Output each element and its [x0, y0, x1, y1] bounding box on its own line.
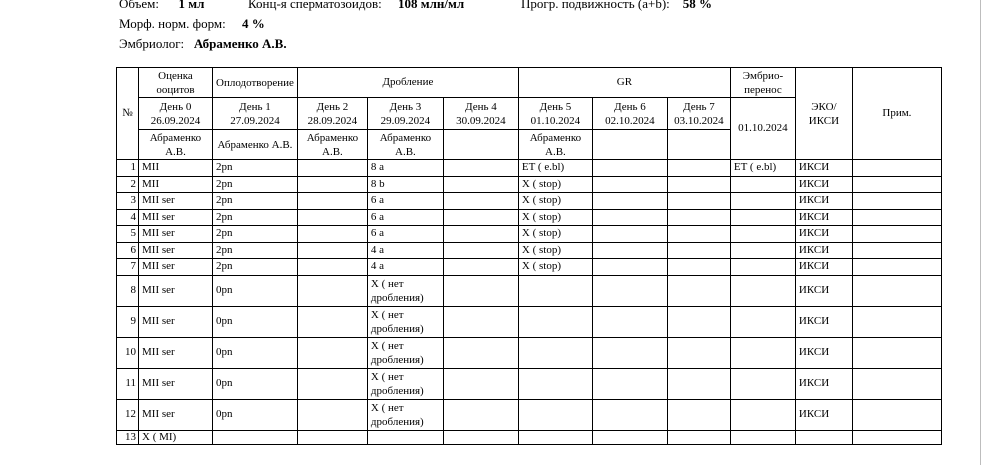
- transfer-cell: ET ( e.bl): [730, 160, 795, 177]
- day4-cell: [443, 176, 518, 193]
- motility-label: Прогр. подвижность (a+b):: [521, 0, 670, 11]
- row-num: 3: [117, 193, 139, 210]
- day5-cell: X ( stop): [518, 193, 592, 210]
- oocyte-cell: MII ser: [139, 209, 213, 226]
- row-num: 9: [117, 306, 139, 337]
- day6-cell: [592, 430, 667, 444]
- fertilization-cell: 0pn: [213, 306, 298, 337]
- day2-cell: [297, 242, 367, 259]
- row-num: 13: [117, 430, 139, 444]
- day4-cell: [443, 337, 518, 368]
- day6-cell: [592, 242, 667, 259]
- oocyte-cell: MII: [139, 176, 213, 193]
- embryologist-value: Абраменко А.В.: [193, 36, 287, 51]
- note-cell: [852, 259, 941, 276]
- transfer-cell: [730, 193, 795, 210]
- day3-cell: X ( нет дробления): [367, 275, 443, 306]
- day3-cell: 8 a: [367, 160, 443, 177]
- note-cell: [852, 368, 941, 399]
- note-cell: [852, 160, 941, 177]
- day2-cell: [297, 337, 367, 368]
- eko-cell: ИКСИ: [795, 226, 852, 243]
- embryologist-day0: Абраменко А.В.: [139, 130, 213, 160]
- oocyte-cell: MII ser: [139, 275, 213, 306]
- day2-cell: [297, 368, 367, 399]
- eko-cell: ИКСИ: [795, 368, 852, 399]
- table-row: [117, 160, 942, 177]
- note-cell: [852, 275, 941, 306]
- transfer-cell: [730, 368, 795, 399]
- day7-cell: [667, 306, 730, 337]
- fertilization-cell: 0pn: [213, 399, 298, 430]
- table-row: [117, 306, 942, 337]
- day3-cell: 4 a: [367, 259, 443, 276]
- day3-cell: 8 b: [367, 176, 443, 193]
- day2-cell: [297, 160, 367, 177]
- note-cell: [852, 176, 941, 193]
- transfer-cell: [730, 399, 795, 430]
- oocyte-cell: MII: [139, 160, 213, 177]
- day6-cell: [592, 306, 667, 337]
- embryologist-line: [119, 36, 287, 51]
- volume-line: [119, 0, 204, 11]
- day5-cell: [518, 306, 592, 337]
- note-cell: [852, 306, 941, 337]
- table-row: [117, 259, 942, 276]
- day6-header: День 6 02.10.2024: [592, 98, 667, 130]
- day2-cell: [297, 259, 367, 276]
- table-row: [117, 226, 942, 243]
- day2-cell: [297, 275, 367, 306]
- concentration-label: Конц-я сперматозоидов:: [248, 0, 382, 11]
- day5-cell: [518, 275, 592, 306]
- fertilization-cell: 0pn: [213, 368, 298, 399]
- day2-cell: [297, 399, 367, 430]
- row-num: 4: [117, 209, 139, 226]
- day2-cell: [297, 226, 367, 243]
- table-row: [117, 275, 942, 306]
- oocyte-cell: MII ser: [139, 399, 213, 430]
- morph-line: [119, 16, 265, 31]
- day2-cell: [297, 176, 367, 193]
- transfer-cell: [730, 275, 795, 306]
- eko-cell: ИКСИ: [795, 176, 852, 193]
- day7-cell: [667, 275, 730, 306]
- day2-cell: [297, 193, 367, 210]
- transfer-cell: [730, 259, 795, 276]
- embryo-table: [116, 67, 942, 445]
- volume-value: 1 мл: [178, 0, 205, 11]
- cleavage-header: Дробление: [297, 68, 518, 98]
- transfer-cell: [730, 209, 795, 226]
- oocyte-header: Оценка ооцитов: [139, 68, 213, 98]
- embryologist-day1: Абраменко А.В.: [213, 130, 298, 160]
- concentration-line: [248, 0, 464, 11]
- oocyte-cell: MII ser: [139, 306, 213, 337]
- note-cell: [852, 337, 941, 368]
- eko-cell: ИКСИ: [795, 193, 852, 210]
- day4-cell: [443, 193, 518, 210]
- transfer-date: 01.10.2024: [730, 98, 795, 160]
- transfer-cell: [730, 430, 795, 444]
- day5-header: День 5 01.10.2024: [518, 98, 592, 130]
- day6-cell: [592, 399, 667, 430]
- volume-label: Объем:: [119, 0, 160, 11]
- day7-cell: [667, 176, 730, 193]
- embryologist-day3: Абраменко А.В.: [367, 130, 443, 160]
- row-num: 7: [117, 259, 139, 276]
- day4-header: День 4 30.09.2024: [443, 98, 518, 130]
- row-num: 2: [117, 176, 139, 193]
- embryologist-day6: [592, 130, 667, 160]
- note-header: Прим.: [852, 68, 941, 160]
- day7-header: День 7 03.10.2024: [667, 98, 730, 130]
- morph-label: Морф. норм. форм:: [119, 16, 226, 31]
- eko-header: ЭКО/ ИКСИ: [795, 68, 852, 160]
- fertilization-cell: 2pn: [213, 259, 298, 276]
- day3-cell: 6 a: [367, 209, 443, 226]
- gr-header: GR: [518, 68, 730, 98]
- oocyte-cell: MII ser: [139, 259, 213, 276]
- day5-cell: [518, 430, 592, 444]
- fertilization-cell: 2pn: [213, 193, 298, 210]
- day4-cell: [443, 209, 518, 226]
- day7-cell: [667, 226, 730, 243]
- day5-cell: X ( stop): [518, 242, 592, 259]
- day3-header: День 3 29.09.2024: [367, 98, 443, 130]
- oocyte-cell: MII ser: [139, 226, 213, 243]
- day5-cell: X ( stop): [518, 259, 592, 276]
- fertilization-header: Оплодотворение: [213, 68, 298, 98]
- day4-cell: [443, 160, 518, 177]
- row-num: 12: [117, 399, 139, 430]
- day5-cell: X ( stop): [518, 226, 592, 243]
- day7-cell: [667, 337, 730, 368]
- fertilization-cell: 2pn: [213, 226, 298, 243]
- row-num: 6: [117, 242, 139, 259]
- day6-cell: [592, 368, 667, 399]
- transfer-header: Эмбрио-перенос: [730, 68, 795, 98]
- day6-cell: [592, 337, 667, 368]
- day5-cell: ET ( e.bl): [518, 160, 592, 177]
- day6-cell: [592, 160, 667, 177]
- concentration-value: 108 млн/мл: [398, 0, 465, 11]
- eko-cell: ИКСИ: [795, 259, 852, 276]
- row-num: 5: [117, 226, 139, 243]
- fertilization-cell: 2pn: [213, 160, 298, 177]
- morph-value: 4 %: [241, 16, 265, 31]
- embryologist-day2: Абраменко А.В.: [297, 130, 367, 160]
- day6-cell: [592, 209, 667, 226]
- table-row: [117, 399, 942, 430]
- embryologist-label: Эмбриолог:: [119, 36, 185, 51]
- note-cell: [852, 193, 941, 210]
- motility-line: [521, 0, 712, 11]
- day2-cell: [297, 306, 367, 337]
- day2-cell: [297, 209, 367, 226]
- table-row: [117, 430, 942, 444]
- transfer-cell: [730, 226, 795, 243]
- day7-cell: [667, 368, 730, 399]
- day7-cell: [667, 242, 730, 259]
- note-cell: [852, 242, 941, 259]
- eko-cell: ИКСИ: [795, 399, 852, 430]
- day4-cell: [443, 368, 518, 399]
- motility-value: 58 %: [682, 0, 713, 11]
- day4-cell: [443, 399, 518, 430]
- day2-header: День 2 28.09.2024: [297, 98, 367, 130]
- day3-cell: [367, 430, 443, 444]
- eko-cell: ИКСИ: [795, 306, 852, 337]
- fertilization-cell: 0pn: [213, 275, 298, 306]
- table-row: [117, 209, 942, 226]
- day7-cell: [667, 209, 730, 226]
- oocyte-cell: MII ser: [139, 368, 213, 399]
- row-num: 8: [117, 275, 139, 306]
- row-num: 11: [117, 368, 139, 399]
- day6-cell: [592, 226, 667, 243]
- note-cell: [852, 226, 941, 243]
- transfer-cell: [730, 306, 795, 337]
- table-row: [117, 242, 942, 259]
- day7-cell: [667, 399, 730, 430]
- day5-cell: [518, 337, 592, 368]
- day7-cell: [667, 259, 730, 276]
- table-row: [117, 368, 942, 399]
- eko-cell: ИКСИ: [795, 209, 852, 226]
- day6-cell: [592, 176, 667, 193]
- transfer-cell: [730, 242, 795, 259]
- eko-cell: ИКСИ: [795, 160, 852, 177]
- day2-cell: [297, 430, 367, 444]
- day5-cell: X ( stop): [518, 176, 592, 193]
- day3-cell: 6 a: [367, 226, 443, 243]
- day4-cell: [443, 259, 518, 276]
- fertilization-cell: 0pn: [213, 337, 298, 368]
- oocyte-cell: MII ser: [139, 193, 213, 210]
- note-cell: [852, 399, 941, 430]
- day6-cell: [592, 275, 667, 306]
- day4-cell: [443, 275, 518, 306]
- fertilization-cell: [213, 430, 298, 444]
- note-cell: [852, 209, 941, 226]
- day3-cell: X ( нет дробления): [367, 399, 443, 430]
- day0-header: День 0 26.09.2024: [139, 98, 213, 130]
- day4-cell: [443, 242, 518, 259]
- day1-header: День 1 27.09.2024: [213, 98, 298, 130]
- fertilization-cell: 2pn: [213, 209, 298, 226]
- oocyte-cell: X ( MI): [139, 430, 213, 444]
- day6-cell: [592, 193, 667, 210]
- eko-cell: ИКСИ: [795, 275, 852, 306]
- day7-cell: [667, 160, 730, 177]
- table-row: [117, 176, 942, 193]
- oocyte-cell: MII ser: [139, 337, 213, 368]
- table-row: [117, 337, 942, 368]
- embryologist-day7: [667, 130, 730, 160]
- eko-cell: ИКСИ: [795, 242, 852, 259]
- row-num: 10: [117, 337, 139, 368]
- oocyte-cell: MII ser: [139, 242, 213, 259]
- day5-cell: [518, 368, 592, 399]
- day5-cell: [518, 399, 592, 430]
- eko-cell: ИКСИ: [795, 337, 852, 368]
- day3-cell: X ( нет дробления): [367, 306, 443, 337]
- fertilization-cell: 2pn: [213, 176, 298, 193]
- num-header: №: [117, 68, 139, 160]
- day4-cell: [443, 226, 518, 243]
- day3-cell: 6 a: [367, 193, 443, 210]
- day7-cell: [667, 430, 730, 444]
- eko-cell: [795, 430, 852, 444]
- day3-cell: X ( нет дробления): [367, 368, 443, 399]
- day3-cell: 4 a: [367, 242, 443, 259]
- day7-cell: [667, 193, 730, 210]
- transfer-cell: [730, 176, 795, 193]
- table-row: [117, 193, 942, 210]
- note-cell: [852, 430, 941, 444]
- embryologist-day4: [443, 130, 518, 160]
- day4-cell: [443, 430, 518, 444]
- row-num: 1: [117, 160, 139, 177]
- embryologist-day5: Абраменко А.В.: [518, 130, 592, 160]
- fertilization-cell: 2pn: [213, 242, 298, 259]
- day6-cell: [592, 259, 667, 276]
- day3-cell: X ( нет дробления): [367, 337, 443, 368]
- day5-cell: X ( stop): [518, 209, 592, 226]
- transfer-cell: [730, 337, 795, 368]
- day4-cell: [443, 306, 518, 337]
